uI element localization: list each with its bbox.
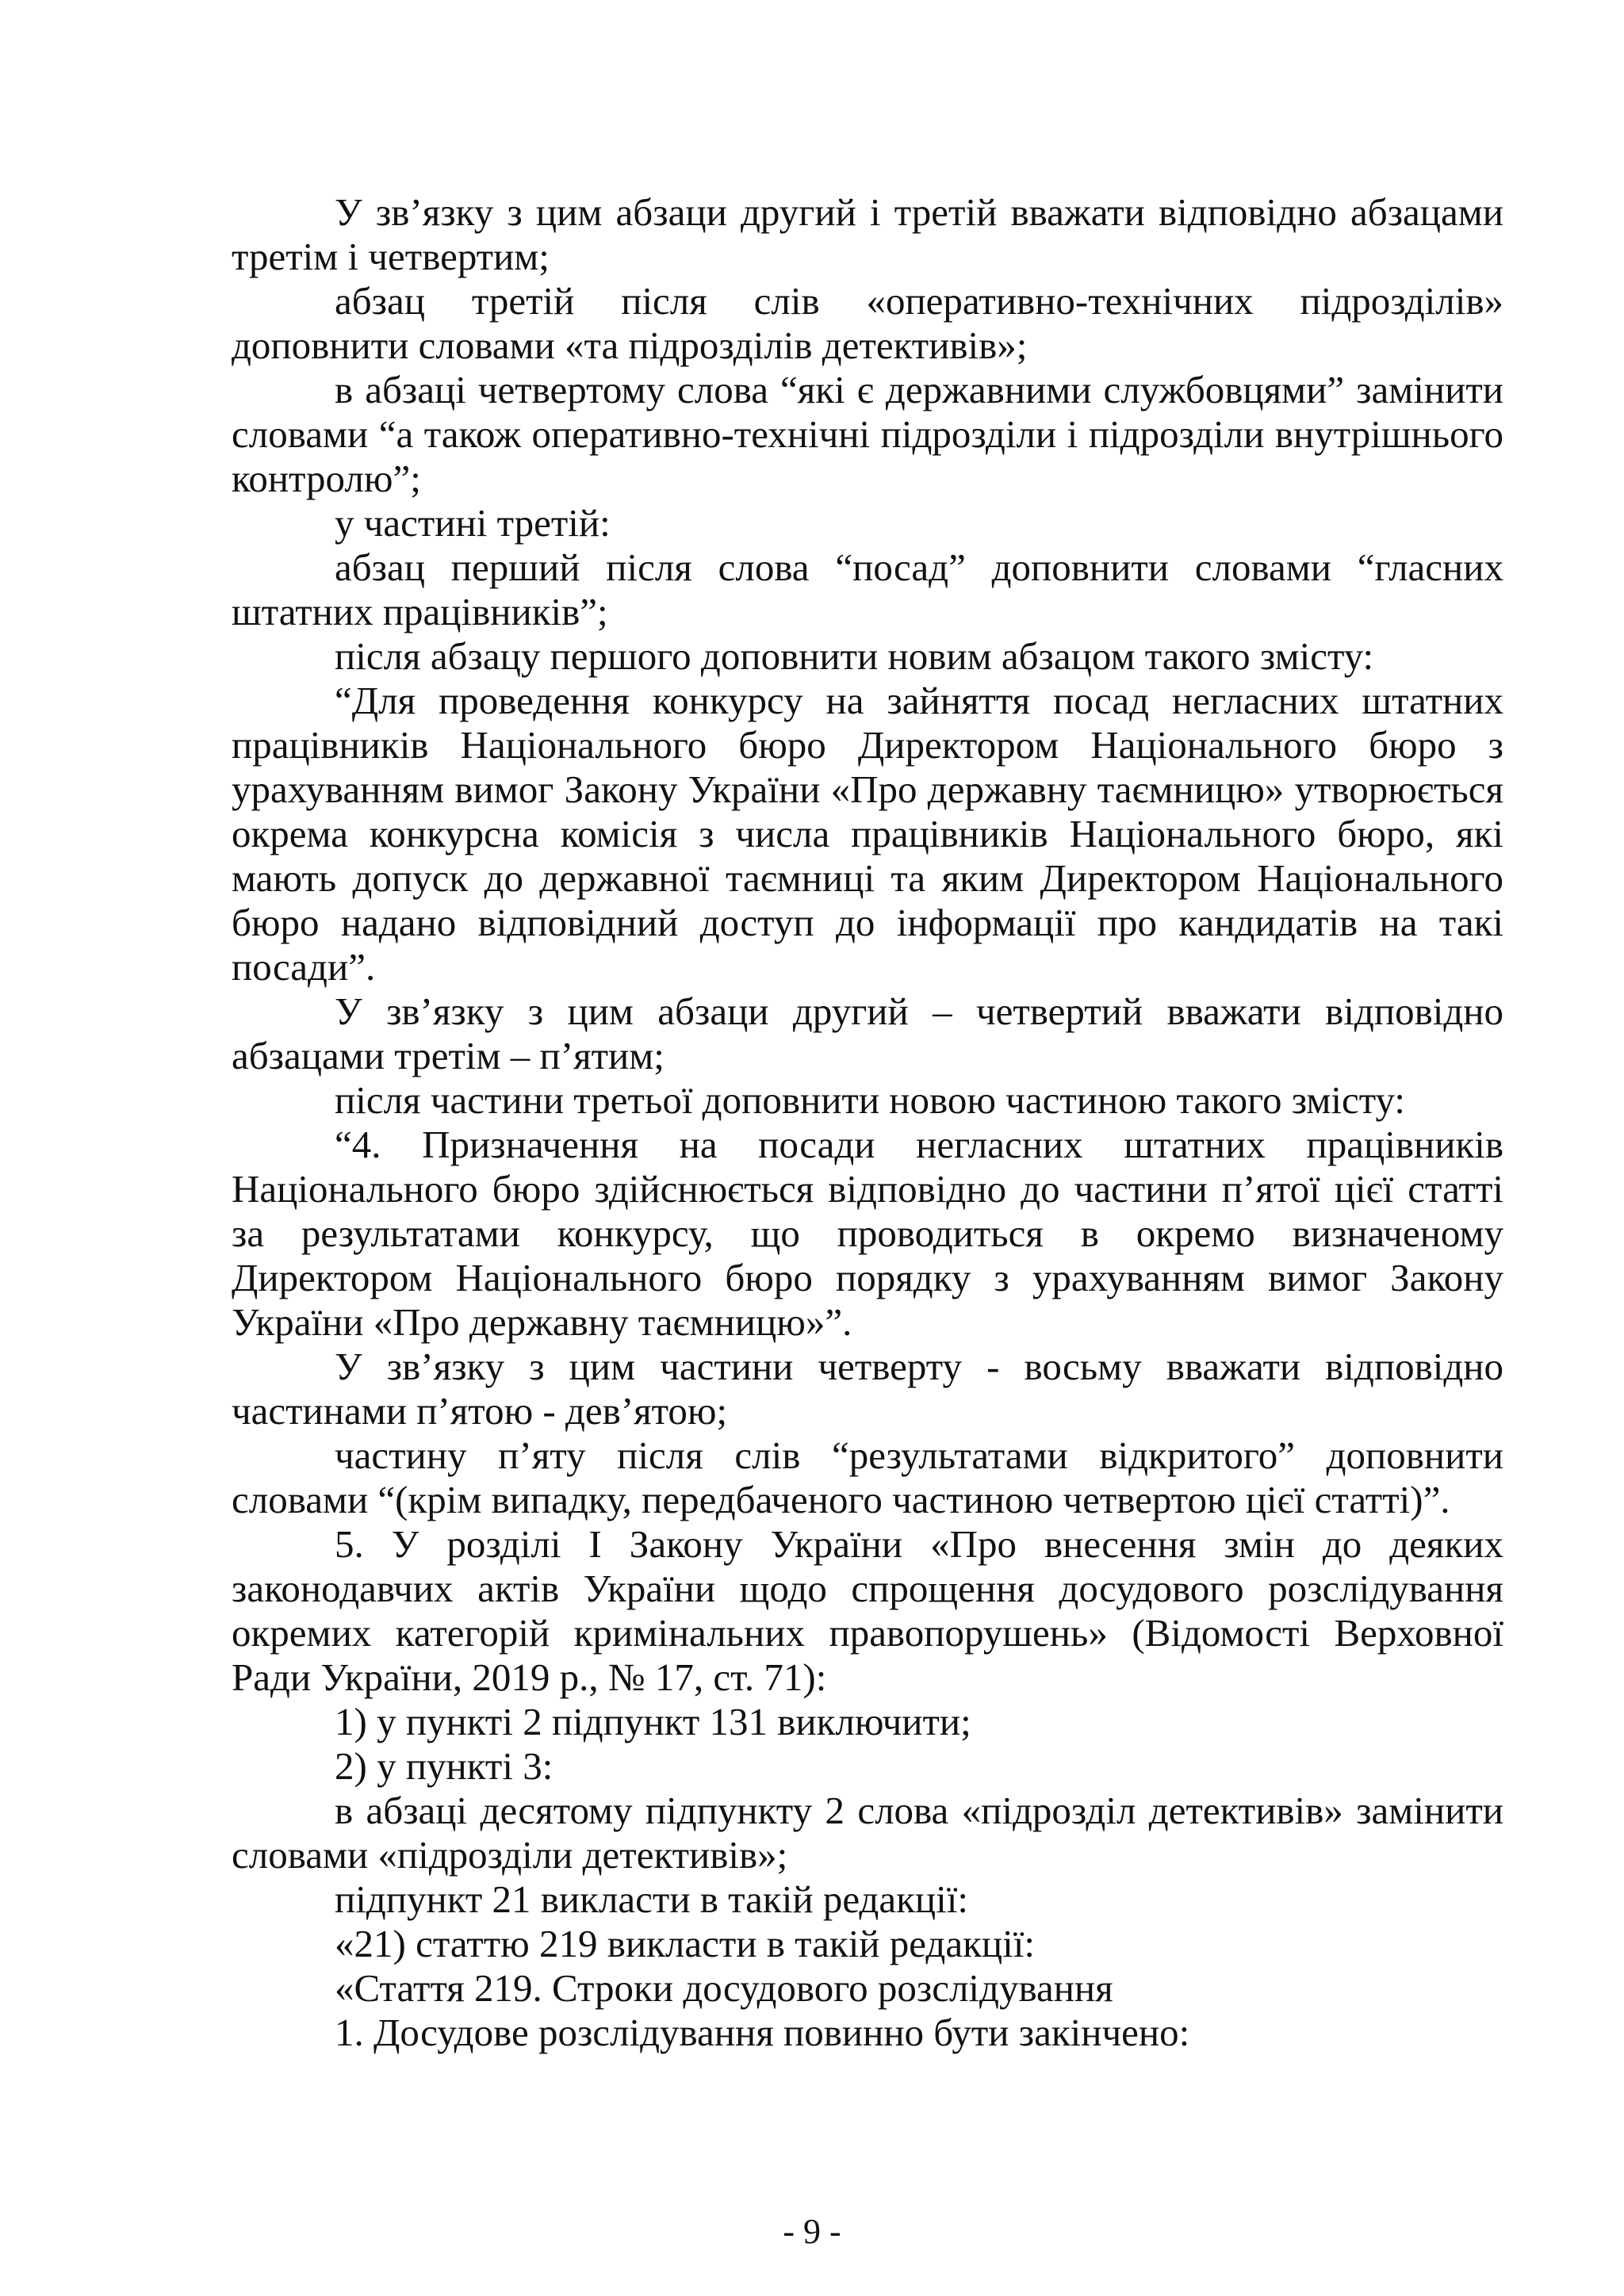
paragraph: частину п’яту після слів “результатами відкритого” доповнити словами “(крім випадку, передбаченого частиною четвертою цієї статті)”.	[232, 1433, 1503, 1521]
paragraph: У зв’язку з цим частини четверту - восьму вважати відповідно частинами п’ятою - дев’ятою;	[232, 1345, 1503, 1433]
paragraph: У зв’язку з цим абзаци другий і третій вважати відповідно абзацами третім і четвертим;	[232, 190, 1503, 278]
paragraph: 2) у пункті 3:	[335, 1744, 553, 1788]
paragraph: абзац перший після слова “посад” доповнити словами “гласних штатних працівників”;	[232, 545, 1503, 633]
document-body	[232, 190, 1503, 2055]
paragraph: 1. Досудове розслідування повинно бути закінчено:	[335, 2011, 1190, 2054]
paragraph: в абзаці четвертому слова “які є державними службовцями” замінити словами “а також оперативно-технічні підрозділи і підрозділи внутрішнього контролю”;	[232, 368, 1503, 500]
page-number: - 9 -	[783, 2212, 841, 2251]
paragraph: «Стаття 219. Строки досудового розслідування	[335, 1966, 1113, 2010]
paragraph: «21) статтю 219 викласти в такій редакції:	[335, 1922, 1035, 1965]
paragraph: після абзацу першого доповнити новим абзацом такого змісту:	[335, 634, 1374, 678]
paragraph: 1) у пункті 2 підпункт 131 виключити;	[335, 1700, 971, 1743]
paragraph: У зв’язку з цим абзаци другий – четвертий вважати відповідно абзацами третім – п’ятим;	[232, 989, 1503, 1077]
paragraph: “4. Призначення на посади негласних штатних працівників Національного бюро здійснюється відповідно до частини п’ятої цієї статті за результатами конкурсу, що проводиться в окремо визначеному Директором Національного бюро порядку з урахуванням вимог Закону України «Про державну таємницю»”.	[232, 1123, 1503, 1344]
paragraph: підпункт 21 викласти в такій редакції:	[335, 1877, 968, 1921]
paragraph: 5. У розділі І Закону України «Про внесення змін до деяких законодавчих актів України щодо спрощення досудового розслідування окремих категорій кримінальних правопорушень» (Відомості Верховної Ради України, 2019 р., № 17, ст. 71):	[232, 1522, 1503, 1699]
paragraph: у частині третій:	[335, 501, 611, 545]
paragraph: після частини третьої доповнити новою частиною такого змісту:	[335, 1078, 1406, 1122]
paragraph: абзац третій після слів «оперативно-технічних підрозділів» доповнити словами «та підрозділів детективів»;	[232, 279, 1503, 367]
paragraph: в абзаці десятому підпункту 2 слова «підрозділ детективів» замінити словами «підрозділи детективів»;	[232, 1789, 1503, 1877]
paragraph: “Для проведення конкурсу на зайняття посад негласних штатних працівників Національного бюро Директором Національного бюро з урахуванням вимог Закону України «Про державну таємницю» утворюється окрема конкурсна комісія з числа працівників Національного бюро, які мають допуск до державної таємниці та яким Директором Національного бюро надано відповідний доступ до інформації про кандидатів на такі посади”.	[232, 679, 1503, 989]
